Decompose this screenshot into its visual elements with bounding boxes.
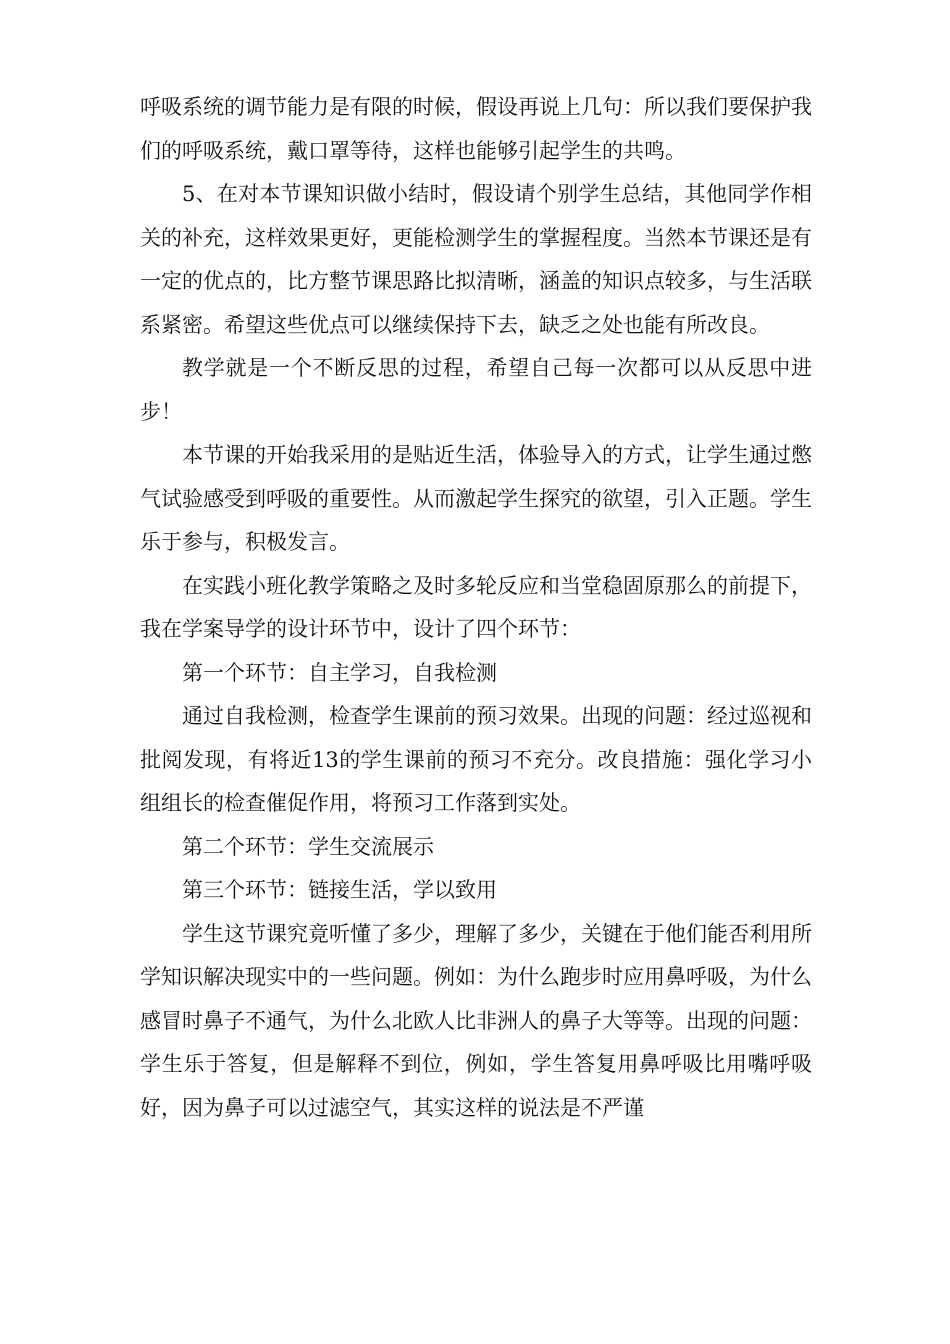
paragraph: 教学就是一个不断反思的过程，希望自己每一次都可以从反思中进步！ (140, 356, 812, 424)
section-heading: 第三个环节：链接生活，学以致用 (182, 878, 497, 902)
document-body (140, 86, 812, 1130)
section-heading: 第一个环节：自主学习，自我检测 (182, 660, 497, 685)
section-heading: 第二个环节：学生交流展示 (182, 834, 434, 859)
paragraph: 在实践小班化教学策略之及时多轮反应和当堂稳固原那么的前提下，我在学案导学的设计环节中，设计了四个环节： (140, 573, 812, 641)
paragraph: 通过自我检测，检查学生课前的预习效果。出现的问题：经过巡视和批阅发现，有将近13的学生课前的预习不充分。改良措施：强化学习小组组长的检查催促作用，将预习工作落到实处。 (140, 704, 812, 815)
paragraph: 呼吸系统的调节能力是有限的时候，假设再说上几句：所以我们要保护我们的呼吸系统，戴口罩等待，这样也能够引起学生的共鸣。 (140, 95, 812, 163)
paragraph: 5、在对本节课知识做小结时，假设请个别学生总结，其他同学作相关的补充，这样效果更好，更能检测学生的掌握程度。当然本节课还是有一定的优点的，比方整节课思路比拟清晰，涵盖的知识点较多，与生活联系紧密。希望这些优点可以继续保持下去，缺乏之处也能有所改良。 (140, 182, 812, 337)
paragraph: 学生这节课究竟听懂了多少，理解了多少，关键在于他们能否利用所学知识解决现实中的一些问题。例如：为什么跑步时应用鼻呼吸，为什么感冒时鼻子不通气，为什么北欧人比非洲人的鼻子大等等。出现的问题：学生乐于答复，但是解释不到位，例如，学生答复用鼻呼吸比用嘴呼吸好，因为鼻子可以过滤空气，其实这样的说法是不严谨 (140, 921, 812, 1120)
paragraph: 本节课的开始我采用的是贴近生活，体验导入的方式，让学生通过憋气试验感受到呼吸的重要性。从而激起学生探究的欲望，引入正题。学生乐于参与，积极发言。 (140, 443, 812, 554)
